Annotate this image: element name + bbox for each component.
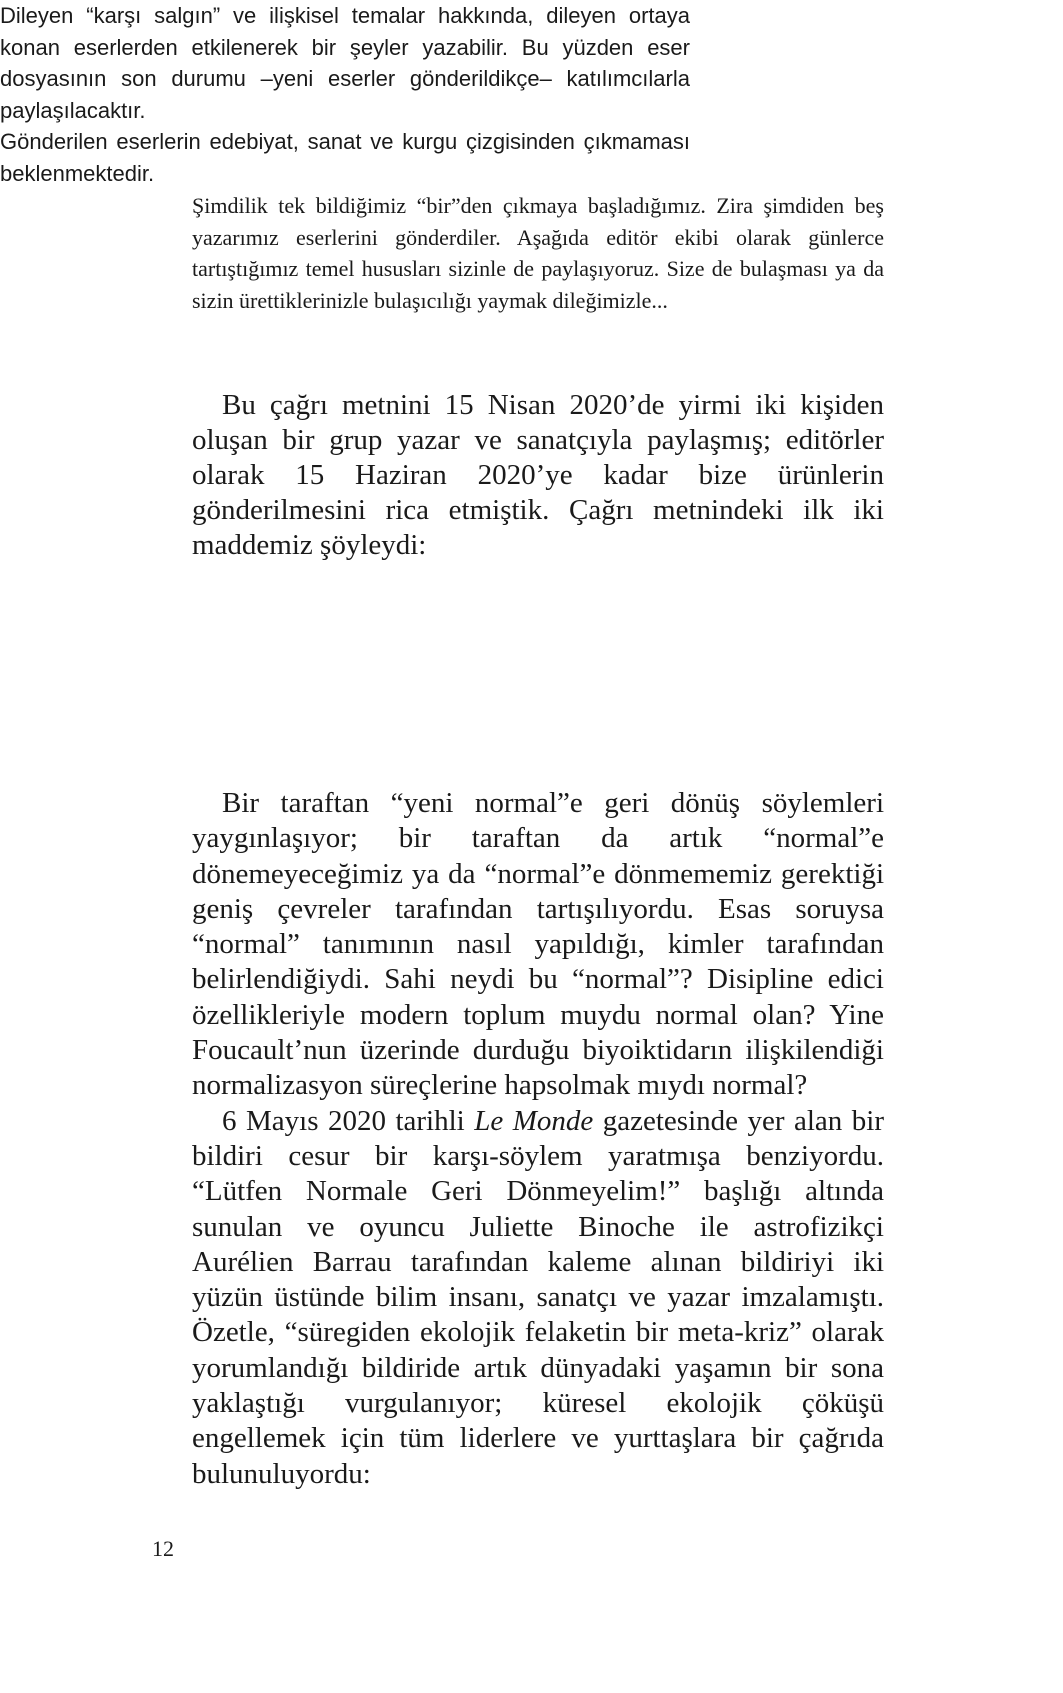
le-monde-paragraph	[192, 1104, 884, 1492]
call-items-block	[0, 0, 690, 189]
call-paragraph-block	[192, 388, 884, 563]
call-paragraph: Bu çağrı metnini 15 Nisan 2020’de yirmi iki kişiden oluşan bir grup yazar ve sanatçıyla paylaşmış; editörler olarak 15 Haziran 2020’ye kadar bize ürünlerin gönderilmesini rica etmiştik. Çağrı metnindeki ilk iki maddemiz şöyleydi:	[192, 389, 884, 561]
call-item-1: Dileyen “karşı salgın” ve ilişkisel temalar hakkında, dileyen ortaya konan eserlerden etkilenerek bir şeyler yazabilir. Bu yüzden eser dosyasının son durumu –yeni eserler gönderildikçe– katılımcılarla paylaşılacaktır.	[0, 3, 690, 123]
intro-paragraph: Şimdilik tek bildiğimiz “bir”den çıkmaya başladığımız. Zira şimdiden beş yazarımız eserlerini gönderdiler. Aşağıda editör ekibi olarak günlerce tartıştığımız temel hususları sizinle de paylaşıyoruz. Size de bulaşması ya da sizin ürettiklerinizle bulaşıcılığı yaymak dileğimizle...	[192, 193, 884, 313]
normal-paragraph: Bir taraftan “yeni normal”e geri dönüş söylemleri yaygınlaşıyor; bir taraftan da artık “normal”e dönemeyeceğimiz ya da “normal”e dönmememiz gerektiği geniş çevreler tarafından tartışılıyordu. Esas soruysa “normal” tanımının nasıl yapıldığı, kimler tarafından belirlendiğiydi. Sahi neydi bu “normal”? Disipline edici özellikleriyle modern toplum muydu normal olan? Yine Foucault’nun üzerinde durduğu biyoiktidarın ilişkilendiği normalizasyon süreçlerine hapsolmak mıydı normal?	[192, 787, 884, 1102]
page-number: 12	[152, 1536, 174, 1561]
le-monde-paragraph-rest: gazetesinde yer alan bir bildiri cesur bir karşı-söylem yaratmışa benziyordu. “Lütfen Normale Geri Dönmeyelim!” başlığı altında sunulan ve oyuncu Juliette Binoche ile astrofizikçi Aurélien Barrau tarafından kaleme alınan bildiriyi iki yüzün üstünde bilim insanı, sanatçı ve yazar imzalamıştı. Özetle, “süregiden ekolojik felaketin bir meta-kriz” olarak yorumlandığı bildiride artık dünyadaki yaşamın bir sona yaklaştığı vurgulanıyor; küresel ekolojik çöküşü engellemek için tüm liderlere ve yurttaşlara bir çağrıda bulunuluyordu:	[192, 1104, 885, 1490]
main-text-block	[192, 786, 884, 1492]
intro-paragraph-block	[192, 190, 884, 316]
newspaper-title: Le Monde	[474, 1104, 594, 1137]
call-item-2: Gönderilen eserlerin edebiyat, sanat ve kurgu çizgisinden çıkmaması beklenmektedir.	[0, 129, 690, 186]
le-monde-paragraph-start: 6 Mayıs 2020 tarihli	[222, 1104, 475, 1137]
